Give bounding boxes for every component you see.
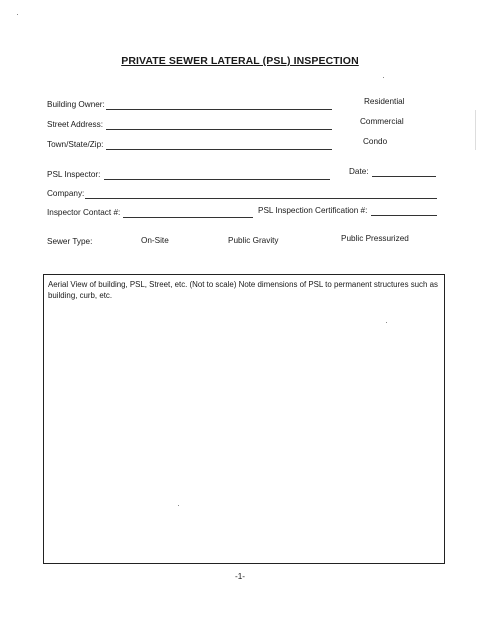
inspector-contact-field[interactable] [123,217,253,218]
sewer-type-label: Sewer Type: [47,237,93,246]
company-field[interactable] [85,198,437,199]
psl-certification-label: PSL Inspection Certification #: [258,206,368,215]
aerial-view-frame[interactable] [43,274,445,564]
psl-inspector-label: PSL Inspector: [47,170,101,179]
scan-speck [386,322,387,323]
psl-certification-field[interactable] [371,215,437,216]
scan-edge-mark [475,110,476,150]
psl-inspector-field[interactable] [104,179,330,180]
aerial-view-note: Aerial View of building, PSL, Street, etc. (Not to scale) Note dimensions of PSL to permanent structures such as building, curb, etc. [48,280,438,300]
street-address-label: Street Address: [47,120,103,129]
scan-speck [178,505,179,506]
date-label: Date: [349,167,369,176]
form-title: PRIVATE SEWER LATERAL (PSL) INSPECTION [121,55,359,67]
sewer-type-public-pressurized[interactable]: Public Pressurized [341,234,409,243]
town-state-zip-field[interactable] [106,149,332,150]
date-field[interactable] [372,176,436,177]
street-address-field[interactable] [106,129,332,130]
property-type-residential[interactable]: Residential [364,97,405,106]
building-owner-field[interactable] [106,109,332,110]
inspector-contact-label: Inspector Contact #: [47,208,121,217]
page-number: -1- [234,572,245,581]
property-type-commercial[interactable]: Commercial [360,117,404,126]
town-state-zip-label: Town/State/Zip: [47,140,104,149]
scan-speck [17,14,18,15]
property-type-condo[interactable]: Condo [363,137,388,146]
company-label: Company: [47,189,85,198]
building-owner-label: Building Owner: [47,100,105,109]
sewer-type-public-gravity[interactable]: Public Gravity [228,236,279,245]
sewer-type-on-site[interactable]: On-Site [141,236,169,245]
scan-speck [383,77,384,78]
